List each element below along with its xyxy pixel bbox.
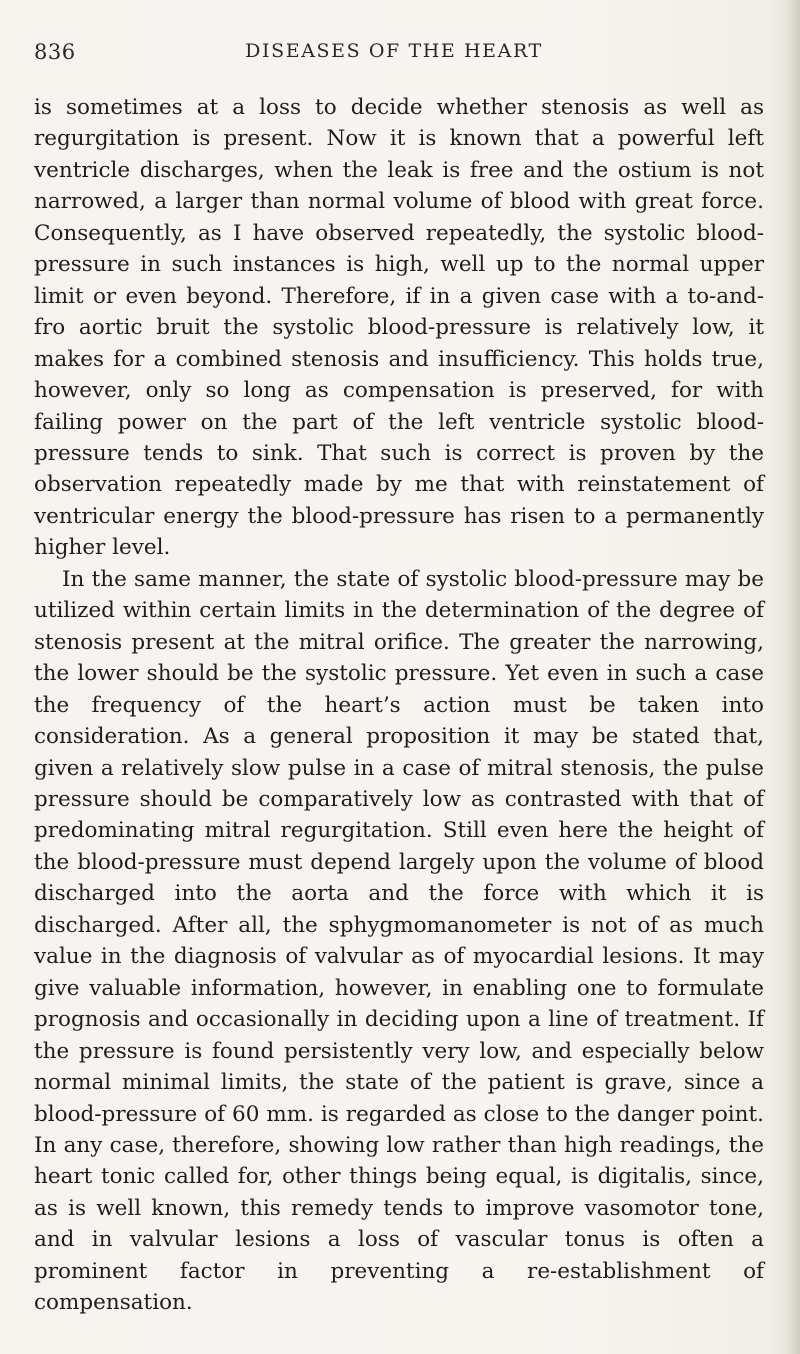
header-title: DISEASES OF THE HEART [245,40,543,62]
body-text [34,92,764,1319]
paragraph-2: In the same manner, the state of systolic blood-pressure may be utilized within certain limits in the determination of the degree of stenosis present at the mitral orifice. The greater the narrowing, the lower should be the systolic pressure. Yet even in such a case the frequency of the heart’s action must be taken into consideration. As a general proposition it may be stated that, given a relatively slow pulse in a case of mitral stenosis, the pulse pressure should be comparatively low as contrasted with that of predominating mitral regurgitation. Still even here the height of the blood-pressure must depend largely upon the volume of blood discharged into the aorta and the force with which it is discharged. After all, the sphygmomanometer is not of as much value in the diagnosis of valvular as of myocardial lesions. It may give valuable information, however, in enabling one to formulate prognosis and occasionally in deciding upon a line of treatment. If the pressure is found persistently very low, and especially below normal minimal limits, the state of the patient is grave, since a blood-pressure of 60 mm. is regarded as close to the danger point. In any case, therefore, showing low rather than high readings, the heart tonic called for, other things being equal, is digitalis, since, as is well known, this remedy tends to improve vasomotor tone, and in valvular lesions a loss of vascular tonus is often a prominent factor in preventing a re-establishment of compensation. [34,566,764,1316]
page-edge-shadow [786,0,800,1354]
page-number: 836 [34,40,76,64]
paragraph-1: is sometimes at a loss to decide whether stenosis as well as regurgitation is present. Now it is known that a powerful left ventricle discharges, when the leak is free and the ostium is not narrowed, a larger than normal volume of blood with great force. Consequently, as I have observed repeatedly, the systolic blood-pressure in such instances is high, well up to the normal upper limit or even beyond. Therefore, if in a given case with a to-and-fro aortic bruit the systolic blood-pressure is relatively low, it makes for a combined stenosis and insufficiency. This holds true, however, only so long as compensation is preserved, for with failing power on the part of the left ventricle systolic blood-pressure tends to sink. That such is correct is proven by the observation repeatedly made by me that with reinstatement of ventricular energy the blood-pressure has risen to a permanently higher level. [34,95,764,561]
running-header [34,40,754,70]
